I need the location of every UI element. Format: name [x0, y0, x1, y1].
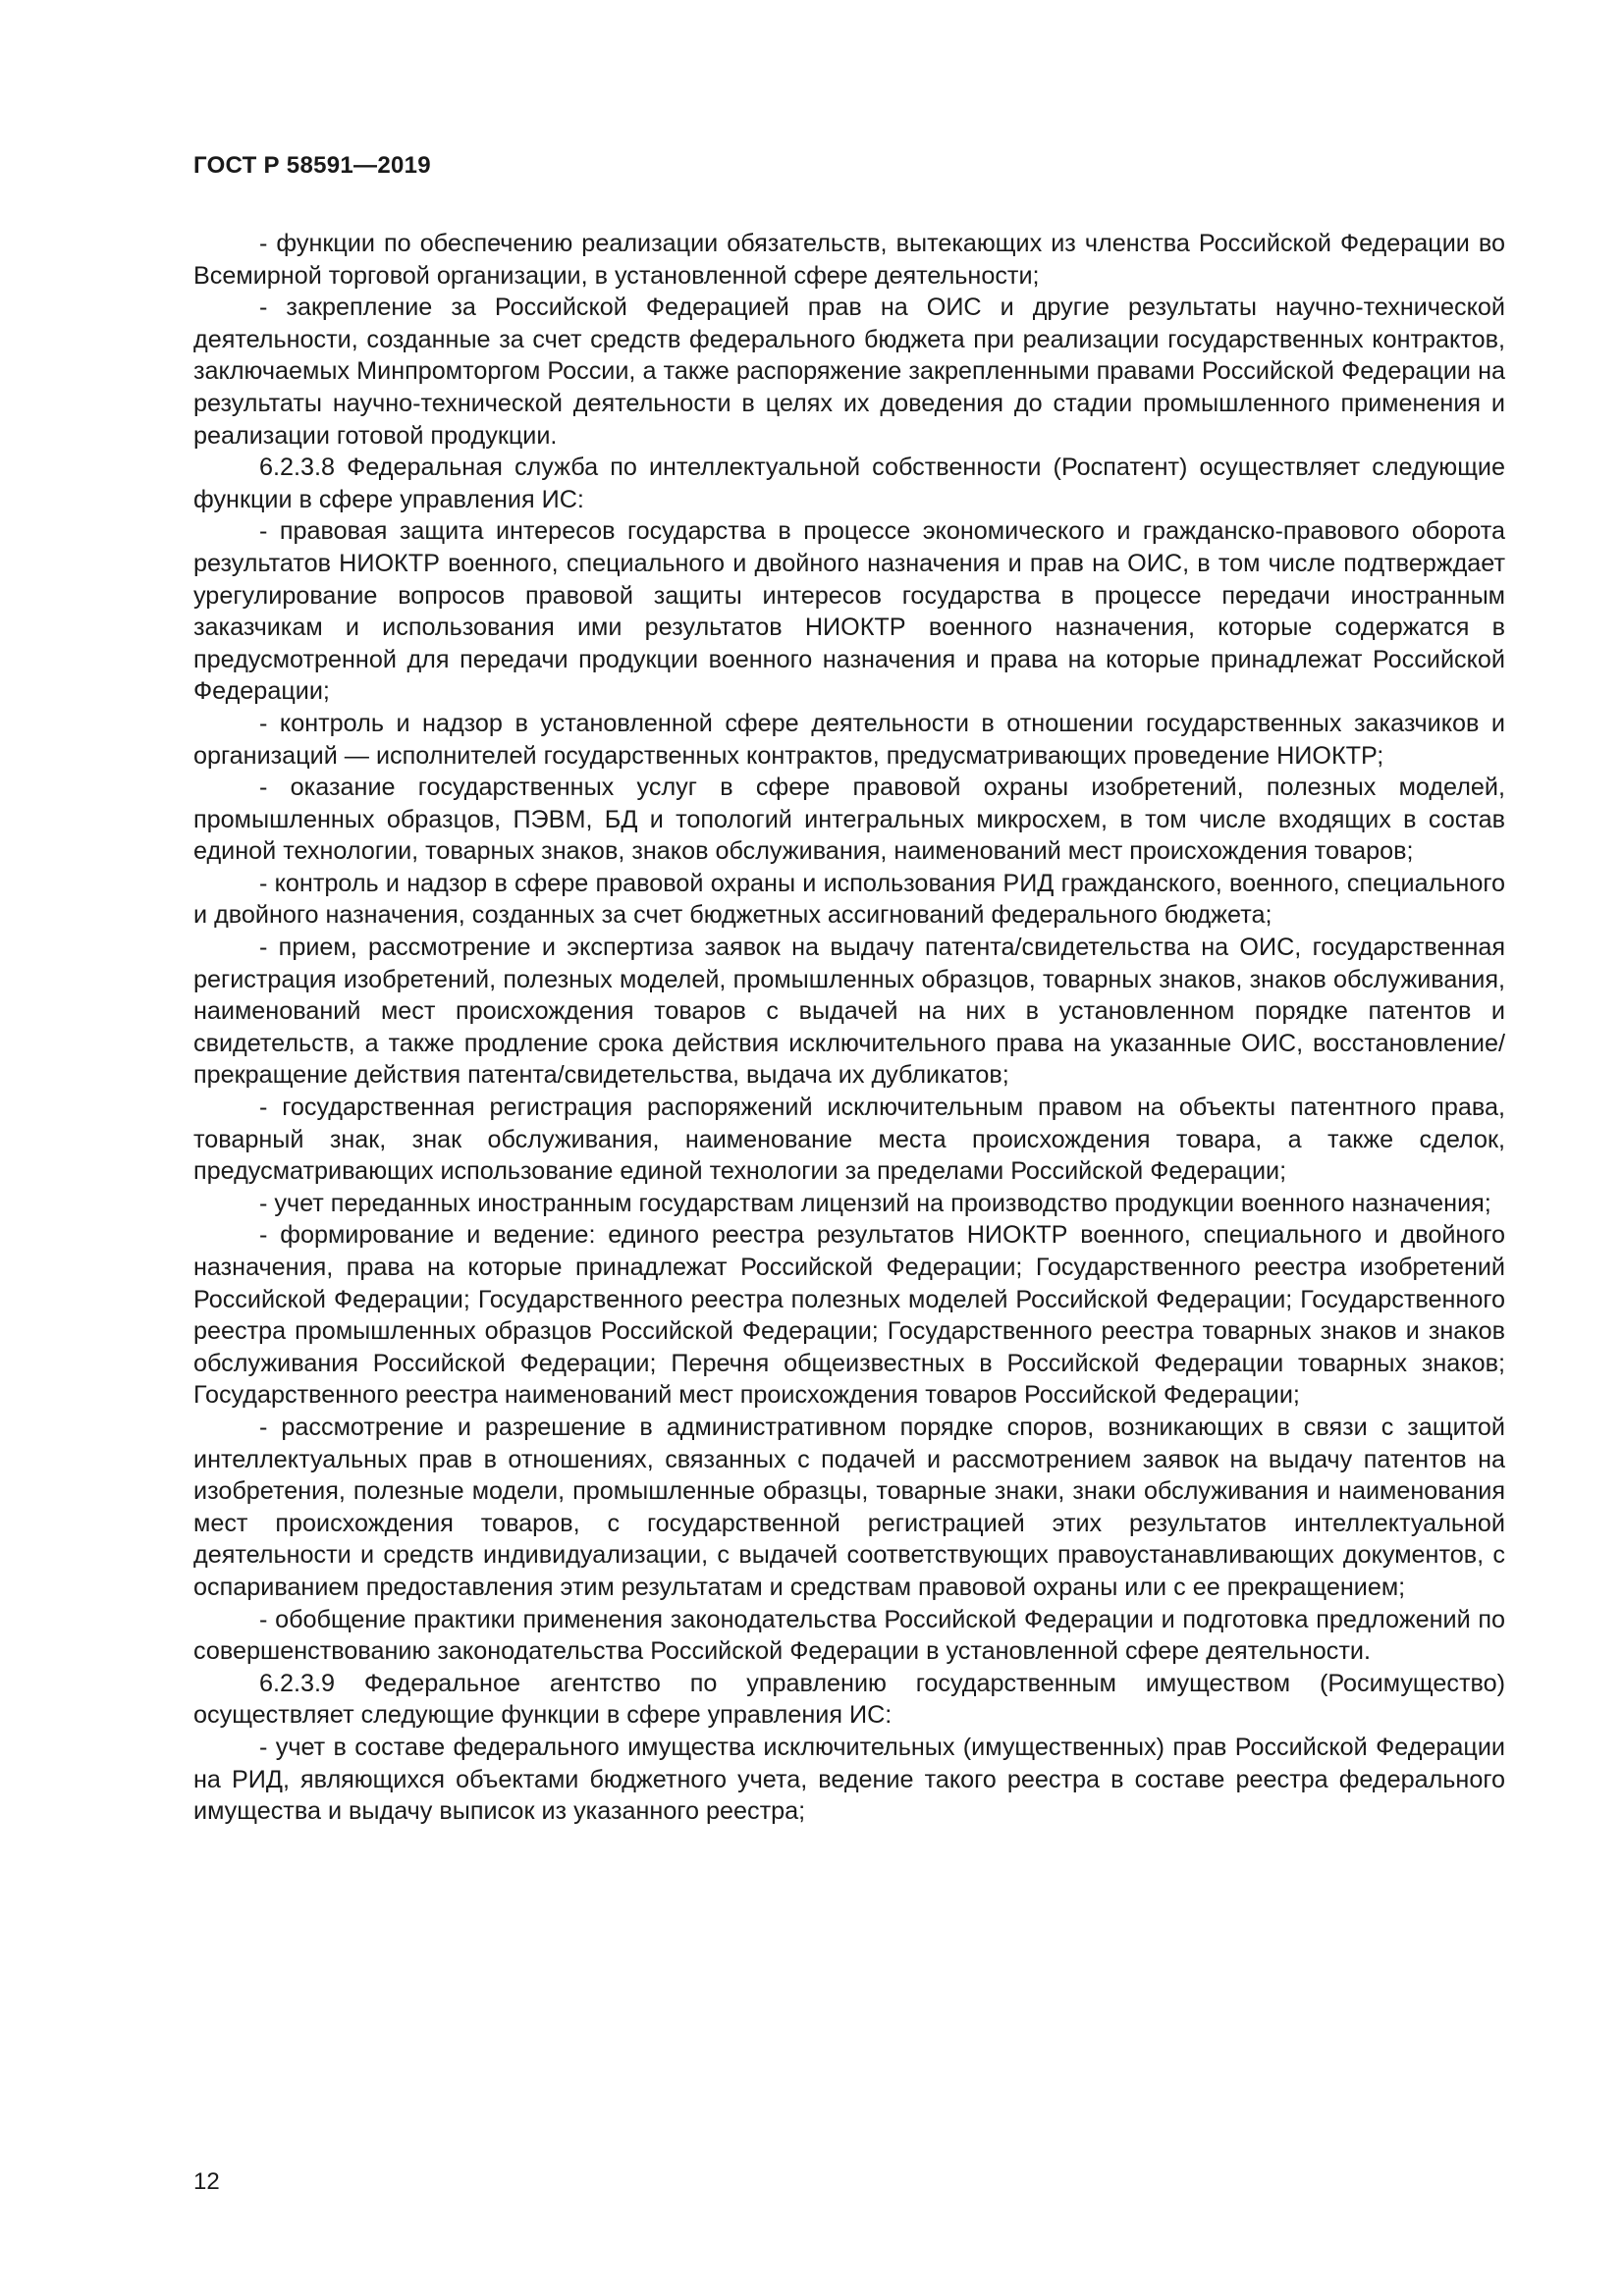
paragraph: - формирование и ведение: единого реестра результатов НИОКТР военного, специального и двойного назначения, права на которые принадлежат Российской Федерации; Государственного реестра изобретений Российской Федерации; Государственного реестра полезных моделей Российской Федерации; Государственного реестра промышленных образцов Российской Федерации; Государственного реестра товарных знаков и знаков обслуживания Российской Федерации; Перечня общеизвестных в Российской Федерации товарных знаков; Государственного реестра наименований мест происхождения товаров Российской Федерации; — [193, 1221, 1505, 1410]
page-number: 12 — [193, 2168, 220, 2195]
paragraph: 6.2.3.9 Федеральное агентство по управлению государственным имуществом (Росимущество) осуществляет следующие функции в сфере управления ИС: — [193, 1669, 1505, 1730]
document-body — [193, 228, 1505, 1828]
paragraph: - закрепление за Российской Федерацией прав на ОИС и другие результаты научно-технической деятельности, созданные за счет средств федерального бюджета при реализации государственных контрактов, заключаемых Минпромторгом России, а также распоряжение закрепленными правами Российской Федерации на результаты научно-технической деятельности в целях их доведения до стадии промышленного применения и реализации готовой продукции. — [193, 294, 1505, 450]
standard-header: ГОСТ Р 58591—2019 — [193, 152, 431, 179]
paragraph: - государственная регистрация распоряжений исключительным правом на объекты патентного права, товарный знак, знак обслуживания, наименование места происхождения товара, а также сделок, предусматривающих использование единой технологии за пределами Российской Федерации; — [193, 1094, 1505, 1186]
paragraph: - прием, рассмотрение и экспертиза заявок на выдачу патента/свидетельства на ОИС, государственная регистрация изобретений, полезных моделей, промышленных образцов, товарных знаков, знаков обслуживания, наименований мест происхождения товаров с выдачей на них в установленном порядке патентов и свидетельств, а также продление срока действия исключительного права на указанные ОИС, восстановление/прекращение действия патента/свидетельства, выдача их дубликатов; — [193, 934, 1505, 1090]
paragraph: - контроль и надзор в установленной сфере деятельности в отношении государственных заказчиков и организаций — исполнителей государственных контрактов, предусматривающих проведение НИОКТР; — [193, 709, 1505, 770]
paragraph: - учет переданных иностранным государствам лицензий на производство продукции военного назначения; — [259, 1189, 1491, 1217]
paragraph: - оказание государственных услуг в сфере правовой охраны изобретений, полезных моделей, промышленных образцов, ПЭВМ, БД и топологий интегральных микросхем, в том числе входящих в состав единой технологии, товарных знаков, знаков обслуживания, наименований мест происхождения товаров; — [193, 774, 1505, 866]
paragraph: - учет в составе федерального имущества исключительных (имущественных) прав Российской Федерации на РИД, являющихся объектами бюджетного учета, ведение такого реестра в составе реестра федерального имущества и выдачу выписок из указанного реестра; — [193, 1733, 1505, 1826]
paragraph: - правовая защита интересов государства в процессе экономического и гражданско-правового оборота результатов НИОКТР военного, специального и двойного назначения и прав на ОИС, в том числе подтверждает урегулирование вопросов правовой защиты интересов государства в процессе передачи иностранным заказчикам и использования ими результатов НИОКТР военного назначения, которые содержатся в предусмотренной для передачи продукции военного назначения и права на которые принадлежат Российской Федерации; — [193, 517, 1505, 706]
paragraph: - функции по обеспечению реализации обязательств, вытекающих из членства Российской Федерации во Всемирной торговой организации, в установленной сфере деятельности; — [193, 230, 1505, 290]
paragraph: - обобщение практики применения законодательства Российской Федерации и подготовка предложений по совершенствованию законодательства Российской Федерации в установленной сфере деятельности. — [193, 1605, 1505, 1666]
paragraph: - рассмотрение и разрешение в административном порядке споров, возникающих в связи с защитой интеллектуальных прав в отношениях, связанных с подачей и рассмотрением заявок на выдачу патентов на изобретения, полезные модели, промышленные образцы, товарные знаки, знаки обслуживания и наименования мест происхождения товаров, с государственной регистрацией этих результатов интеллектуальной деятельности и средств индивидуализации, с выдачей соответствующих правоустанавливающих документов, с оспариванием предоставления этим результатам и средствам правовой охраны или с ее прекращением; — [193, 1413, 1505, 1601]
paragraph: 6.2.3.8 Федеральная служба по интеллектуальной собственности (Роспатент) осуществляет следующие функции в сфере управления ИС: — [193, 454, 1505, 513]
paragraph: - контроль и надзор в сфере правовой охраны и использования РИД гражданского, военного, специального и двойного назначения, созданных за счет бюджетных ассигнований федерального бюджета; — [193, 869, 1505, 930]
